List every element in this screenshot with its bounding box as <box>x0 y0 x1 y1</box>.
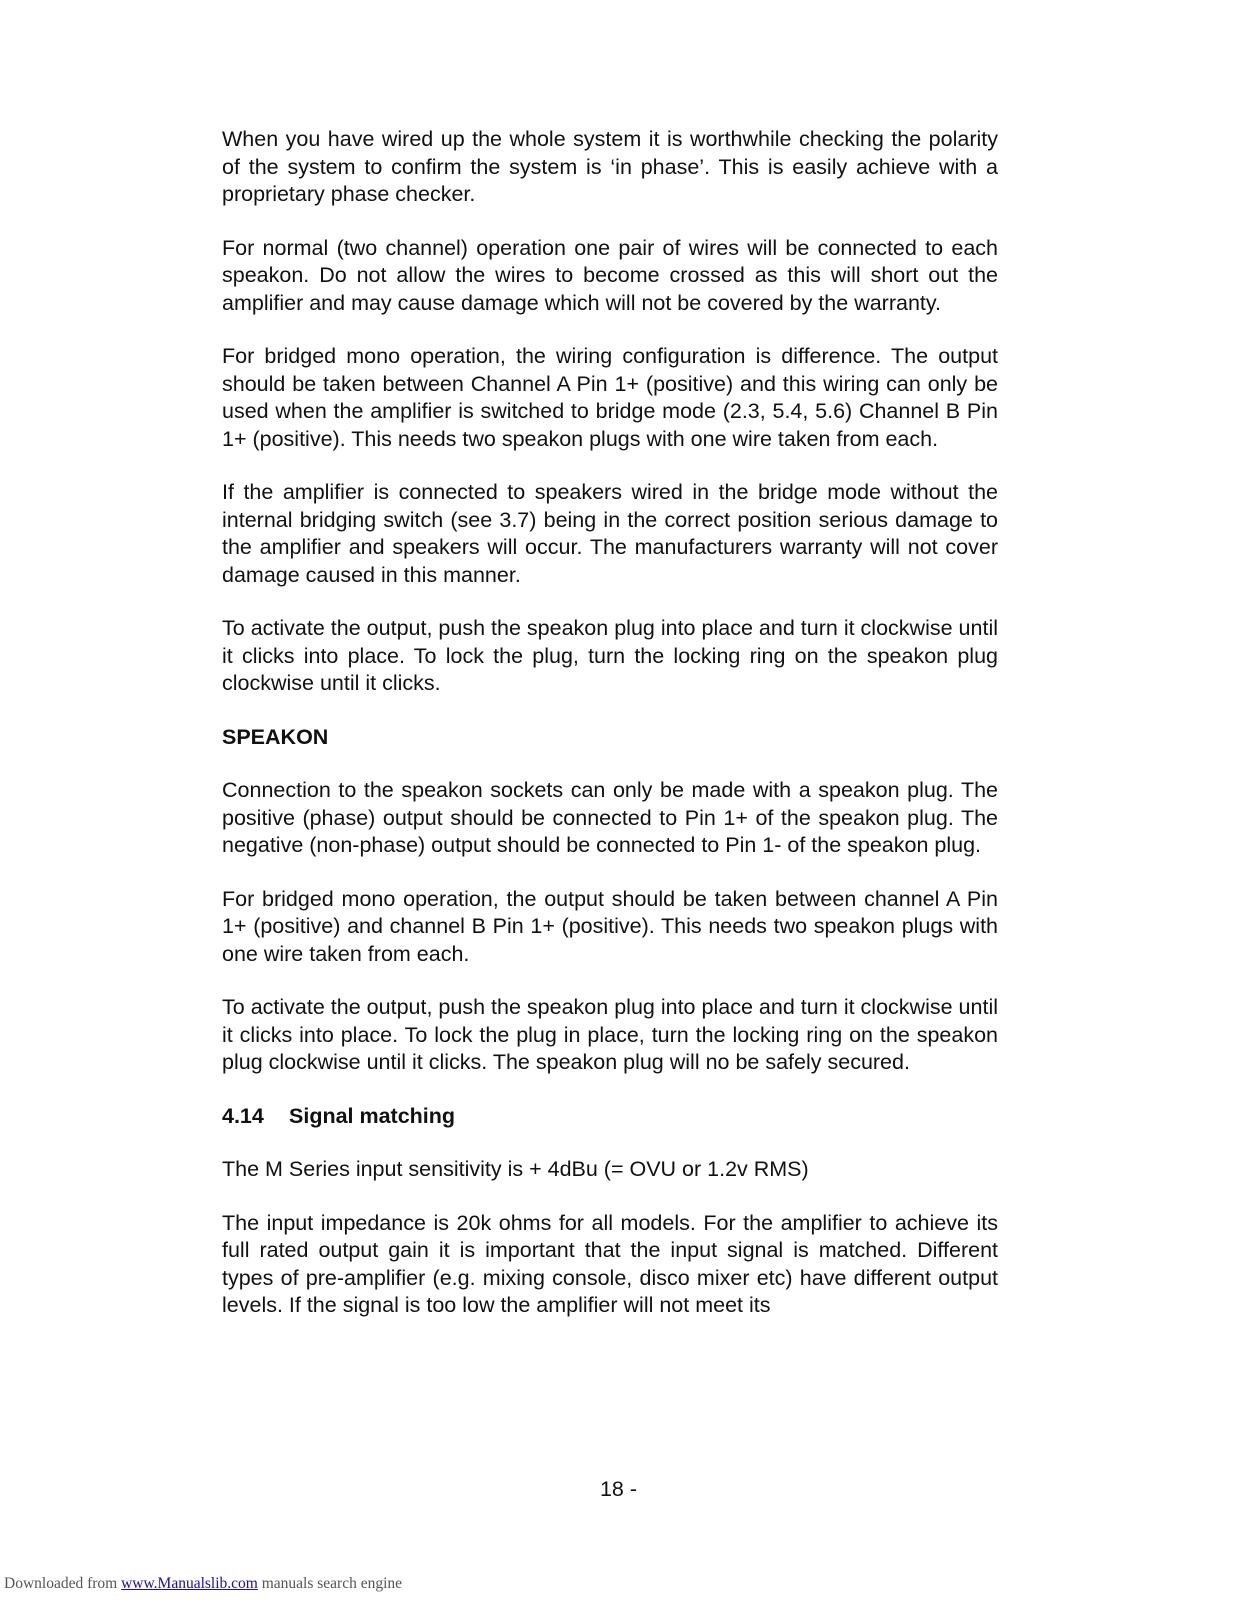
bridge-warning-paragraph: If the amplifier is connected to speakers wired in the bridge mode without the internal bridging switch (see 3.7) being in the correct position serious damage to the amplifier and speakers will occur. The manufacturers warranty will not cover damage caused in this manner. <box>222 480 998 587</box>
section-number: 4.14 <box>222 1103 264 1128</box>
activate-output-paragraph: To activate the output, push the speakon plug into place and turn it clockwise until it clicks into place. To lock the plug, turn the locking ring on the speakon plug clockwise until it clicks. <box>222 616 998 695</box>
input-sensitivity-paragraph: The M Series input sensitivity is + 4dBu (= OVU or 1.2v RMS) <box>222 1157 809 1181</box>
footer-suffix: manuals search engine <box>257 1575 403 1592</box>
speakon-bridged-paragraph: For bridged mono operation, the output should be taken between channel A Pin 1+ (positive) and channel B Pin 1+ (positive). This needs two speakon plugs with one wire taken from each. <box>222 886 998 966</box>
manualslib-link[interactable]: www.Manualslib.com <box>121 1575 258 1592</box>
speakon-activate-paragraph: To activate the output, push the speakon plug into place and turn it clockwise until it clicks into place. To lock the plug in place, turn the locking ring on the speakon plug clockwise until it clicks. The speakon plug will no be safely secured. <box>222 995 998 1074</box>
input-impedance-paragraph: The input impedance is 20k ohms for all models. For the amplifier to achieve its full rated output gain it is important that the input signal is matched. Different types of pre-amplifier (e.g. mixing console, disco mixer etc) have different output levels. If the signal is too low the amplifier will not meet its <box>222 1210 998 1317</box>
section-title: Signal matching <box>289 1103 456 1128</box>
section-heading <box>222 1103 998 1131</box>
bridged-mono-paragraph: For bridged mono operation, the wiring configuration is difference. The output should be taken between Channel A Pin 1+ (positive) and this wiring can only be used when the amplifier is switched to bridge mode (2.3, 5.4, 5.6) Channel B Pin 1+ (positive). This needs two speakon plugs with one wire taken from each. <box>222 344 998 451</box>
footer-prefix: Downloaded from <box>4 1575 122 1592</box>
speakon-heading: SPEAKON <box>222 724 329 749</box>
normal-operation-paragraph: For normal (two channel) operation one pair of wires will be connected to each speakon. Do not allow the wires to become crossed as this will short out the amplifier and may cause damage which will not be covered by the warranty. <box>222 235 998 315</box>
phase-check-paragraph: When you have wired up the whole system it is worthwhile checking the polarity of the system to confirm the system is ‘in phase’. This is easily achieve with a proprietary phase checker. <box>222 127 998 206</box>
speakon-connection-paragraph: Connection to the speakon sockets can only be made with a speakon plug. The positive (phase) output should be connected to Pin 1+ of the speakon plug. The negative (non-phase) output should be connected to Pin 1- of the speakon plug. <box>222 778 998 857</box>
page-content <box>222 126 998 1346</box>
download-footer <box>4 1574 402 1594</box>
page-number: 18 - <box>599 1477 638 1501</box>
